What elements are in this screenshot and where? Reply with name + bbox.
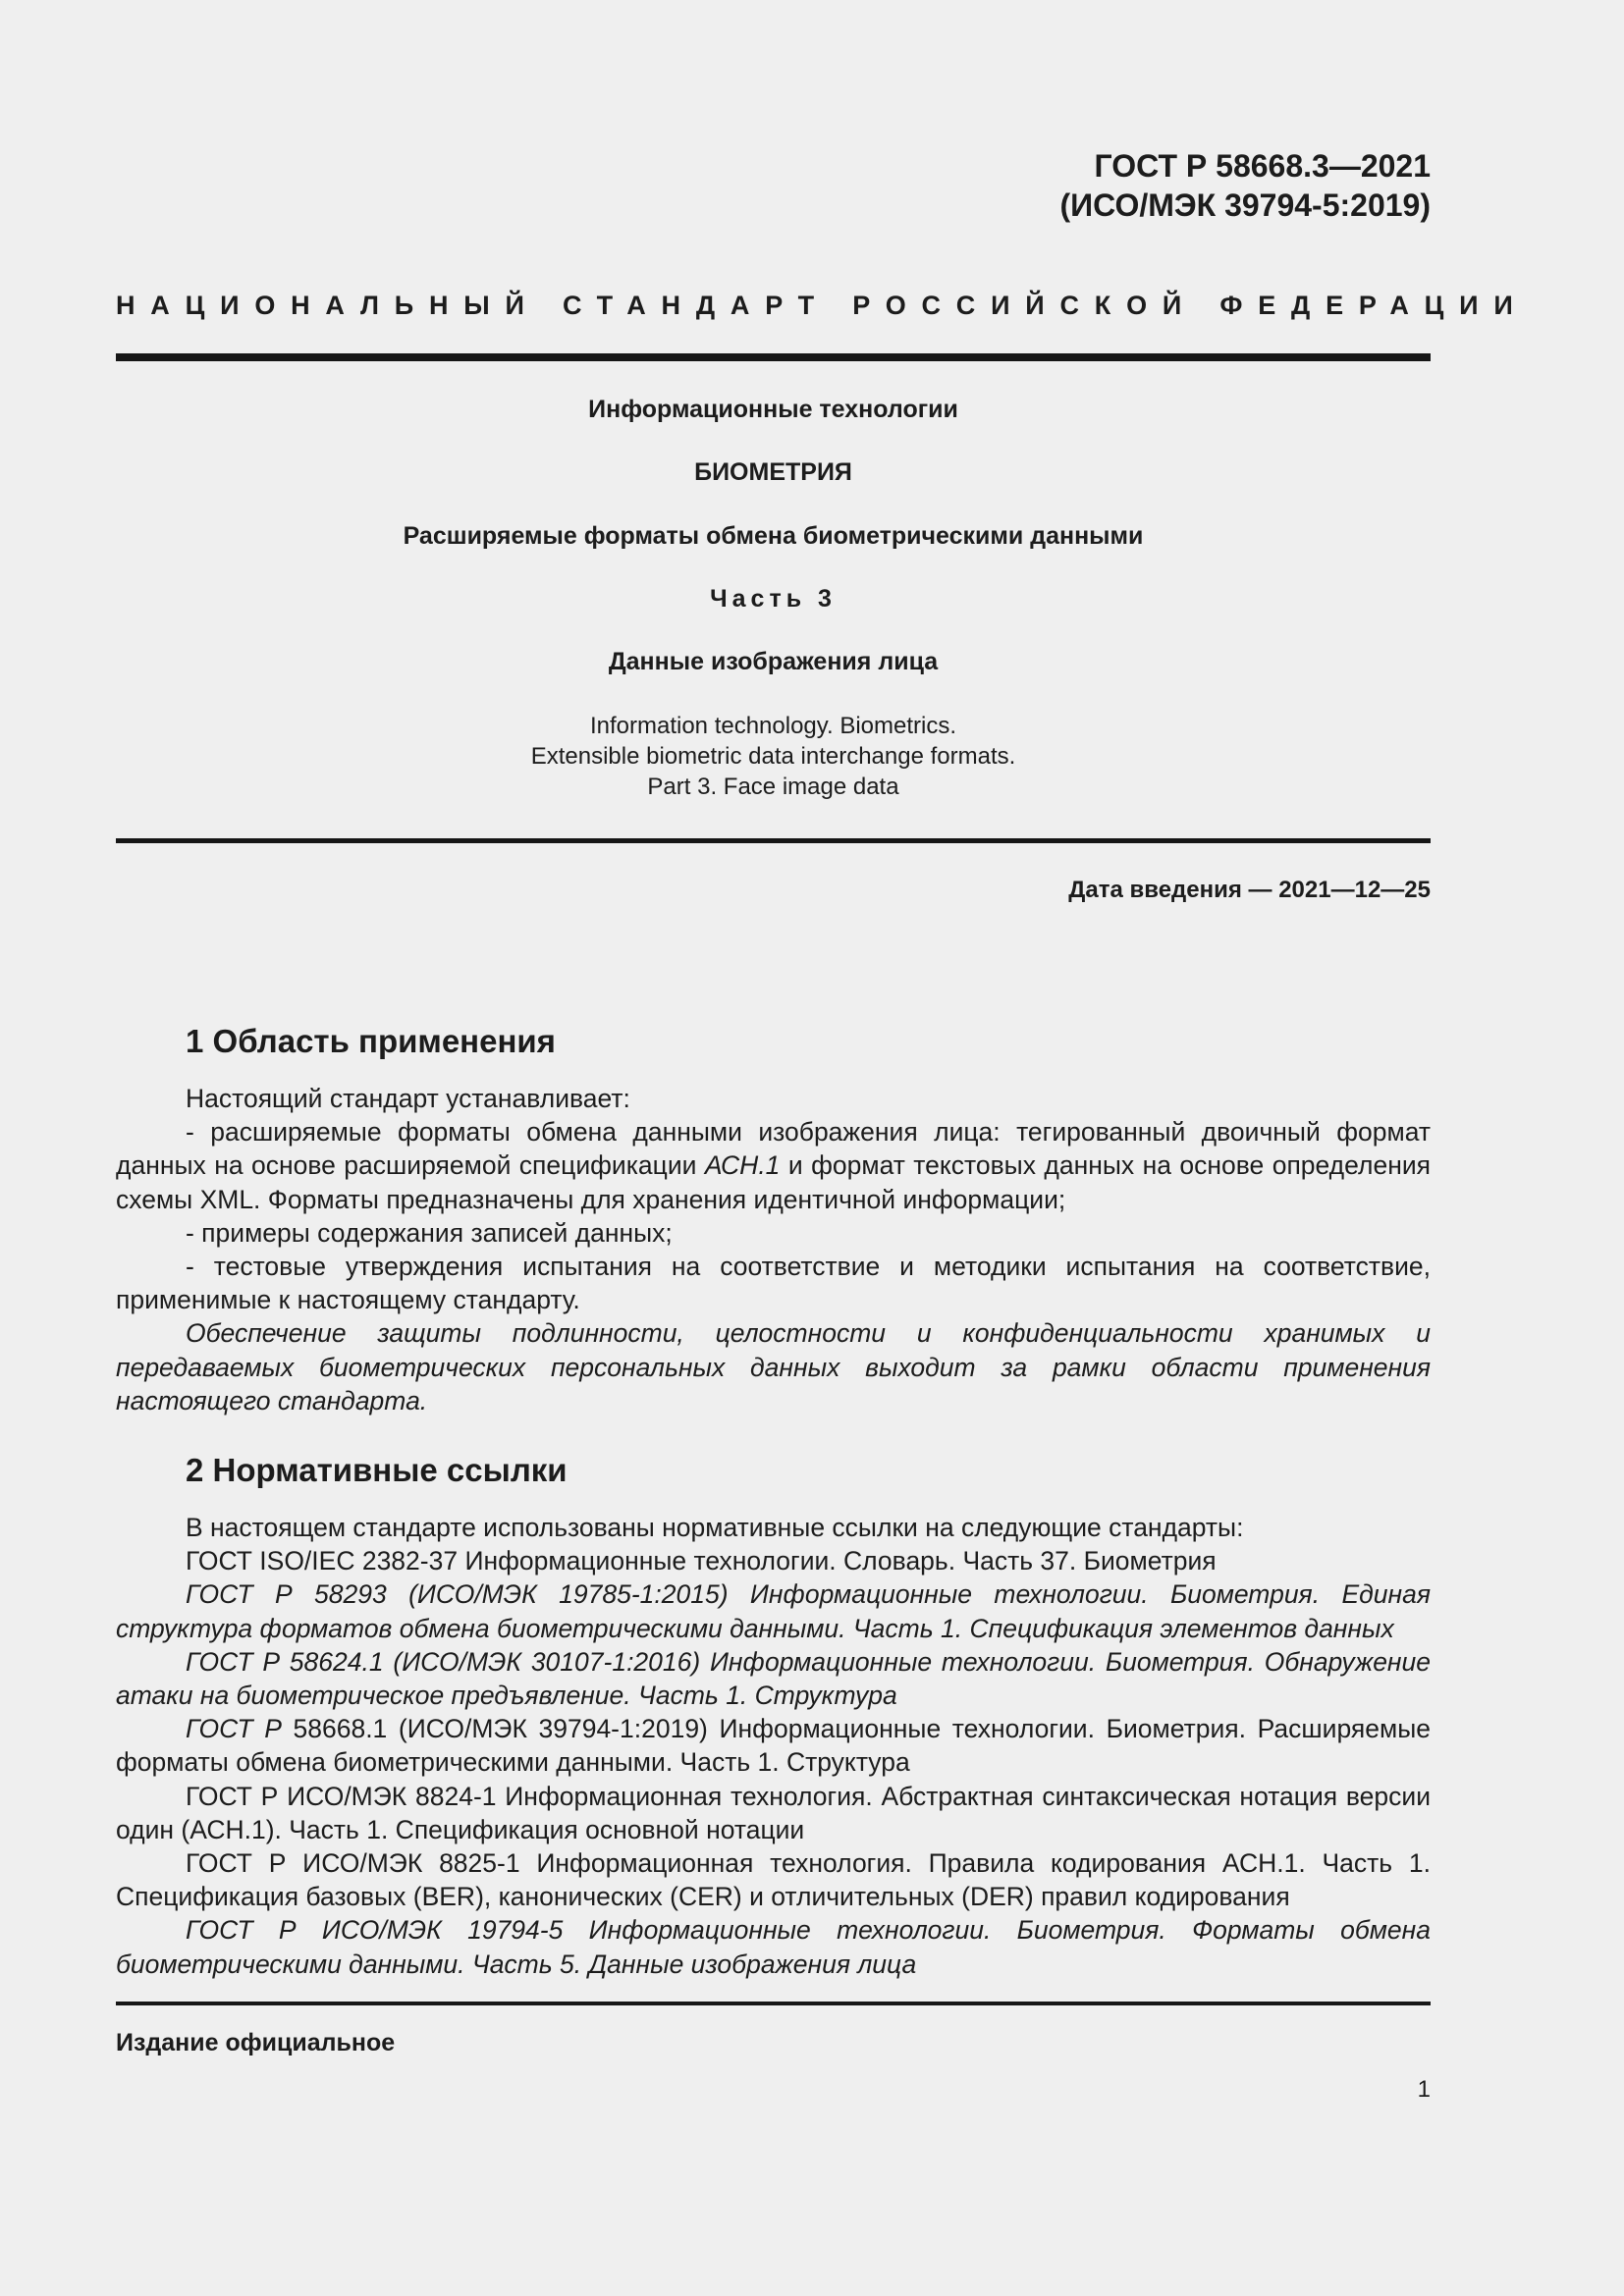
title-line-3: Расширяемые форматы обмена биометрическими данными [403, 522, 1144, 550]
text-italic: ГОСТ Р [186, 1714, 282, 1744]
text-italic: АСН.1 [704, 1150, 781, 1181]
paragraph-italic: Обеспечение защиты подлинности, целостности и конфиденциальности хранимых и передаваемых биометрических персональных данных выходит за рамки области применения настоящего стандарта. [116, 1318, 1431, 1415]
designation-line-2: (ИСО/МЭК 39794-5:2019) [1059, 187, 1431, 223]
english-title [116, 711, 1431, 802]
text: 58668.1 (ИСО/МЭК 39794-1:2019) Информационные технологии. Биометрия. Расширяемые форматы обмена биометрическими данными. Часть 1. Структура [116, 1714, 1431, 1778]
date-of-introduction: Дата введения — 2021—12—25 [1068, 877, 1431, 903]
english-title-line-2: Extensible biometric data interchange formats. [530, 743, 1016, 770]
section-1-body [116, 1082, 1431, 1417]
footer-rule [116, 2002, 1431, 2005]
english-title-line-1: Information technology. Biometrics. [589, 713, 957, 739]
section-2-heading: 2 Нормативные ссылки [186, 1452, 568, 1488]
national-standard-title: НАЦИОНАЛЬНЫЙ СТАНДАРТ РОССИЙСКОЙ ФЕДЕРАЦИИ [116, 291, 1529, 320]
title-line-1: Информационные технологии [588, 396, 958, 423]
paragraph: В настоящем стандарте использованы нормативные ссылки на следующие стандарты: [186, 1513, 1244, 1542]
section-1-heading: 1 Область применения [186, 1023, 556, 1059]
standard-designation [1059, 146, 1431, 225]
reference-item: ГОСТ Р 58293 (ИСО/МЭК 19785-1:2015) Информационные технологии. Биометрия. Единая структура форматов обмена биометрическими данными. Часть 1. Спецификация элементов данных [116, 1579, 1431, 1643]
title-line-4: Данные изображения лица [608, 648, 939, 675]
title-line-2: БИОМЕТРИЯ [694, 458, 852, 486]
reference-item [116, 1712, 1431, 1779]
title-part: Часть 3 [710, 585, 837, 613]
reference-item: ГОСТ Р ИСО/МЭК 8824-1 Информационная технология. Абстрактная синтаксическая нотация версии один (АСН.1). Часть 1. Спецификация основной нотации [116, 1781, 1431, 1844]
section-2-body [116, 1511, 1431, 1981]
paragraph: Настоящий стандарт устанавливает: [186, 1084, 630, 1113]
reference-item: ГОСТ ISO/IEC 2382-37 Информационные технологии. Словарь. Часть 37. Биометрия [186, 1546, 1217, 1576]
page-number: 1 [1417, 2076, 1431, 2103]
paragraph [116, 1115, 1431, 1216]
text: - расширяемые форматы обмена данными изображения лица: тегированный двоичный формат данных на основе расширяемой спецификации [116, 1117, 1431, 1181]
reference-item: ГОСТ Р ИСО/МЭК 8825-1 Информационная технология. Правила кодирования АСН.1. Часть 1. Спецификация базовых (BER), канонических (CER) и отличительных (DER) правил кодирования [116, 1848, 1431, 1912]
title-bottom-rule [116, 838, 1431, 843]
official-edition-label: Издание официальное [116, 2029, 396, 2056]
paragraph: - тестовые утверждения испытания на соответствие и методики испытания на соответствие, применимые к настоящему стандарту. [116, 1252, 1431, 1315]
reference-item: ГОСТ Р 58624.1 (ИСО/МЭК 30107-1:2016) Информационные технологии. Биометрия. Обнаружение атаки на биометрическое предъявление. Часть 1. Структура [116, 1646, 1431, 1711]
text: и формат текстовых данных на основе определения схемы XML. Форматы предназначены для хранения идентичной информации; [116, 1150, 1431, 1214]
designation-line-1: ГОСТ Р 58668.3—2021 [1094, 148, 1431, 184]
top-rule [116, 353, 1431, 361]
english-title-line-3: Part 3. Face image data [647, 774, 899, 800]
paragraph: - примеры содержания записей данных; [186, 1217, 673, 1248]
reference-item: ГОСТ Р ИСО/МЭК 19794-5 Информационные технологии. Биометрия. Форматы обмена биометрическими данными. Часть 5. Данные изображения лица [116, 1915, 1431, 1979]
